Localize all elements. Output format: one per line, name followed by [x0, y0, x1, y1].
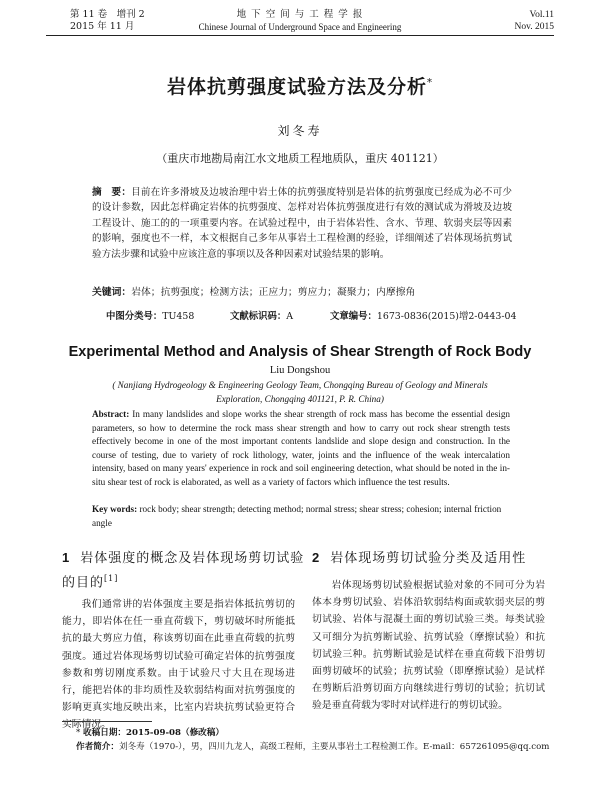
- journal-name: [180, 9, 420, 33]
- section-2-heading: [312, 548, 572, 569]
- keywords-en-text: rock body; shear strength; detecting method; normal stress; shear stress; cohesion; internal friction angle: [92, 504, 502, 528]
- volume-issue: 第 11 卷 增刊 2: [70, 9, 145, 20]
- journal-name-en: Chinese Journal of Underground Space and Engineering: [198, 22, 402, 32]
- received-label: 收稿日期：: [83, 728, 127, 738]
- abstract-cn: [92, 185, 512, 262]
- abstract-cn-text: 目前在许多滑坡及边坡治理中岩土体的抗剪强度特别是岩体的抗剪强度已经成为必不可少的设计参数，因此怎样确定岩体的抗剪强度、怎样对岩体抗剪强度进行有效的测试成为滑坡及边坡工程设计、施工的的一项重要内容。在试验过程中，由于岩体岩性、含水、节理、软弱夹层等因素的影响，强度也不一样，本文根据自己多年从事岩土工程检测的经验，详细阐述了岩体现场抗剪试验方法步骤和试验中应该注意的事项以及各种因素对试验结果的影响。: [92, 187, 513, 260]
- author-en: Liu Dongshou: [269, 365, 331, 376]
- author-bio-text: 刘冬寿（1970-），男，四川九龙人，高级工程师，主要从事岩土工程检测工作。E-mail：657261095@qq.com: [118, 742, 550, 752]
- clc-code: [106, 308, 194, 322]
- section-1-number: 1: [62, 550, 71, 565]
- received-value: 2015-09-08（修改稿）: [126, 728, 224, 738]
- section-2-number: 2: [312, 550, 321, 565]
- keywords-en: [92, 503, 510, 530]
- footnote-divider: [62, 721, 152, 722]
- abstract-en-text: In many landslides and slope works the shear strength of rock mass has become the essential design parameters, so how to determine the rock mass shear strength and how to carry out rock shear strength tests effectively become in one of the most important contents landslide and slope design and construction. In the course of testing, due to variety of rock lithology, water, joints and the influence of the weak intercalation intensity, based on many years' experience in rock and soil engineering detection, what should be noted in the in-situ shear test of rock is elaborated, as well as a variety of factors which influence the test results.: [92, 409, 511, 487]
- keywords-cn-text: 岩体；抗剪强度；检测方法；正应力；剪应力；凝聚力；内摩擦角: [131, 287, 416, 298]
- article-label: 文章编号：: [330, 311, 377, 322]
- author-bio: [76, 741, 549, 753]
- clc-label: 中图分类号：: [106, 311, 163, 322]
- section-2-title: 岩体现场剪切试验分类及适用性: [330, 551, 527, 566]
- author-bio-label: 作者简介：: [76, 742, 119, 752]
- received-date: [76, 727, 224, 739]
- abstract-en-label: Abstract:: [92, 409, 130, 419]
- doc-code: [230, 308, 293, 322]
- volume-en: Vol.11: [529, 10, 554, 20]
- author-cn: 刘冬寿: [277, 124, 323, 138]
- journal-name-cn: 地 下 空 间 与 工 程 学 报: [236, 9, 364, 20]
- article-value: 1673-0836(2015)增2-0443-04: [376, 311, 517, 322]
- paper-title-cn: [40, 72, 560, 99]
- section-2-body: 岩体现场剪切试验根据试验对象的不同可分为岩体本身剪切试验、岩体沿软弱结构面或软弱夹层的剪切试验、岩体与混凝土面的剪切试验三类。每类试验又可细分为抗剪断试验、抗剪试验（摩擦试验）和抗切试验三种。抗剪断试验是试样在垂直荷载下沿剪切面剪切破坏的试验；抗剪试验（即摩擦试验）是试样在剪断后沿剪切面方向继续进行剪切的试验；抗切试验是垂直荷载为零时对试样进行的剪切试验。: [312, 580, 545, 712]
- journal-volume-info: [70, 9, 145, 33]
- journal-volume-en: [515, 9, 555, 33]
- abstract-cn-label: 摘 要：: [92, 187, 132, 198]
- bullet-icon: *: [76, 728, 84, 738]
- doc-label: 文献标识码：: [230, 311, 287, 322]
- header-divider: [46, 35, 554, 36]
- title-footnote-mark: *: [427, 77, 433, 89]
- keywords-cn-label: 关键词：: [92, 287, 132, 298]
- paper-title-en: Experimental Method and Analysis of Shear Strength of Rock Body: [68, 344, 532, 360]
- clc-value: TU458: [162, 311, 195, 322]
- article-number: [330, 308, 516, 322]
- affiliation-en: ( Nanjiang Hydrogeology & Engineering Geology Team, Chongqing Bureau of Geology and Minerals Exploration, Chongqing 401121, P. R. China): [112, 380, 488, 404]
- date-en: Nov. 2015: [514, 22, 554, 32]
- section-1-heading: [62, 548, 312, 593]
- abstract-en: [92, 408, 510, 490]
- section-1-title: 岩体强度的概念及岩体现场剪切试验的目的: [62, 551, 305, 591]
- publication-date: 2015 年 11 月: [70, 21, 135, 32]
- title-text: 岩体抗剪强度试验方法及分析: [166, 76, 427, 98]
- doc-value: A: [286, 311, 294, 322]
- section-1-body: 我们通常讲的岩体强度主要是指岩体抵抗剪切的能力，即岩体在任一垂直荷载下，剪切破坏时所能抵抗的最大剪应力值，称该剪切面在此垂直荷载的抗剪强度。通过岩体现场剪切试验可确定岩体的抗剪强度参数和剪切刚度系数。由于试验尺寸大且在现场进行，能把岩体的非均质性及软弱结构面对抗剪强度的影响更真实地反映出来，比室内岩块抗剪试验更符合实际情况。: [62, 599, 295, 731]
- affiliation-cn: （重庆市地勘局南江水文地质工程地质队，重庆 401121）: [156, 152, 444, 165]
- section-1-ref: [1]: [104, 574, 119, 583]
- keywords-cn: [92, 286, 512, 300]
- keywords-en-label: Key words:: [92, 504, 138, 514]
